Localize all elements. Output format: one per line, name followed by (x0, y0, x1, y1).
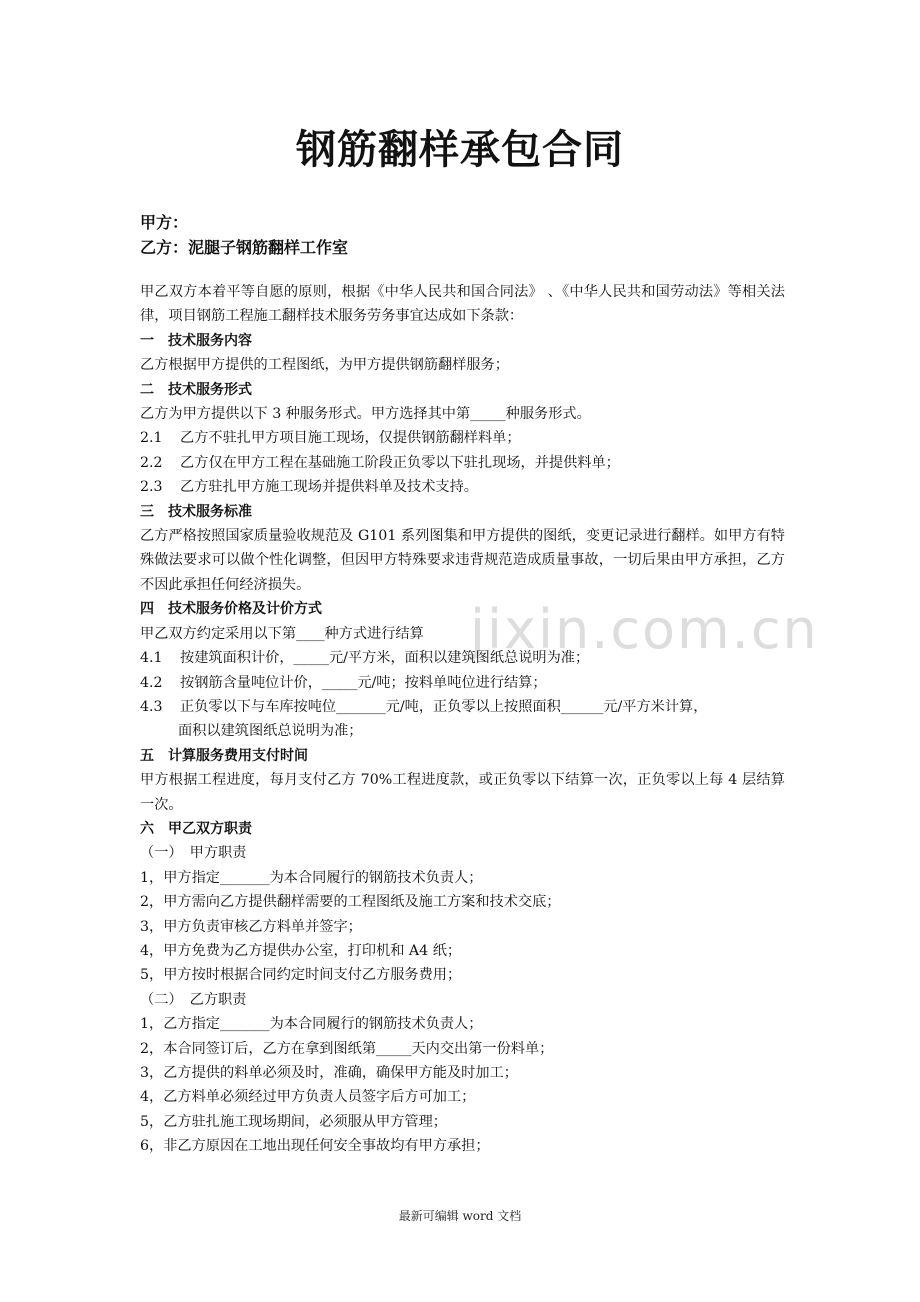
party-a: 甲方： (140, 213, 189, 232)
party-b-duties-heading: （二） 乙方职责 (140, 991, 247, 1008)
item-text: 正负零以下与车库按吨位_______元/吨，正负零以上按照面积______元/平方米计算， (180, 698, 708, 715)
duty-item: 2，本合同签订后，乙方在拿到图纸第_____天内交出第一份料单； (140, 1040, 554, 1057)
section-2-text: 乙方为甲方提供以下 3 种服务形式。甲方选择其中第_____种服务形式。 (140, 406, 591, 423)
duty-item: 6，非乙方原因在工地出现任何安全事故均有甲方承担； (140, 1138, 490, 1155)
section-4-text: 甲乙双方约定采用以下第____种方式进行结算 (140, 625, 424, 642)
duty-item: 2，甲方需向乙方提供翻样需要的工程图纸及施工方案和技术交底； (140, 894, 561, 911)
document-title: 钢筋翻样承包合同 (296, 127, 624, 173)
item-number: 4.1 (140, 650, 163, 667)
section-3-text: 乙方严格按照国家质量验收规范及 G101 系列图集和甲方提供的图纸，变更记录进行翻样。如甲方有特殊做法要求可以做个性化调整，但因甲方特殊要求违背规范造成质量事故，一切后果由甲方承担，乙方不因此承担任何经济损失。 (140, 528, 785, 593)
list-item (140, 451, 785, 475)
section-6-heading: 六 甲乙双方职责 (140, 820, 252, 837)
list-item (140, 671, 785, 695)
item-number: 2.2 (140, 454, 163, 471)
list-item-continuation: 面积以建筑图纸总说明为准； (178, 723, 363, 740)
duty-item: 4，乙方料单必须经过甲方负责人员签字后方可加工； (140, 1089, 476, 1106)
item-number: 2.1 (140, 430, 163, 447)
duty-item: 5，乙方驻扎施工现场期间，必须服从甲方管理； (140, 1113, 447, 1130)
item-number: 4.2 (140, 674, 163, 691)
item-text: 按建筑面积计价，_____元/平方米，面积以建筑图纸总说明为准； (180, 650, 590, 667)
duty-item: 5，甲方按时根据合同约定时间支付乙方服务费用； (140, 967, 462, 984)
list-item (140, 646, 785, 670)
section-4-heading: 四 技术服务价格及计价方式 (140, 601, 322, 618)
duty-item: 4，甲方免费为乙方提供办公室，打印机和 A4 纸； (140, 942, 462, 959)
section-5-heading: 五 计算服务费用支付时间 (140, 747, 308, 764)
section-2-heading: 二 技术服务形式 (140, 381, 252, 398)
item-text: 乙方不驻扎甲方项目施工现场，仅提供钢筋翻样料单； (180, 430, 521, 447)
party-a-duties-heading: （一） 甲方职责 (140, 845, 247, 862)
list-item (140, 426, 785, 450)
watermark: jixin.com.cn (470, 598, 819, 661)
contract-body (140, 280, 785, 1159)
section-1-text: 乙方根据甲方提供的工程图纸，为甲方提供钢筋翻样服务； (140, 357, 509, 374)
item-number: 4.3 (140, 698, 163, 715)
section-3-heading: 三 技术服务标准 (140, 503, 252, 520)
list-item (140, 475, 785, 499)
item-text: 按钢筋含量吨位计价，_____元/吨；按料单吨位进行结算； (180, 674, 547, 691)
item-number: 2.3 (140, 479, 163, 496)
section-5-text: 甲方根据工程进度，每月支付乙方 70%工程进度款，或正负零以下结算一次，正负零以上每 4 层结算一次。 (140, 772, 785, 813)
party-b: 乙方：泥腿子钢筋翻样工作室 (140, 238, 349, 257)
item-text: 乙方仅在甲方工程在基础施工阶段正负零以下驻扎现场，并提供料单； (180, 454, 620, 471)
intro-paragraph: 甲乙双方本着平等自愿的原则，根据《中华人民共和国合同法》 、《中华人民共和国劳动法》等相关法律，项目钢筋工程施工翻样技术服务劳务事宜达成如下条款： (140, 284, 785, 325)
duty-item: 3，甲方负责审核乙方料单并签字； (140, 918, 362, 935)
duty-item: 1，甲方指定_______为本合同履行的钢筋技术负责人； (140, 869, 483, 886)
list-item (140, 695, 785, 719)
section-1-heading: 一 技术服务内容 (140, 332, 252, 349)
item-text: 乙方驻扎甲方施工现场并提供料单及技术支持。 (180, 479, 478, 496)
duty-item: 3，乙方提供的料单必须及时，准确，确保甲方能及时加工； (140, 1065, 518, 1081)
duty-item: 1，乙方指定_______为本合同履行的钢筋技术负责人； (140, 1016, 483, 1033)
page-footer: 最新可编辑 word 文档 (398, 1209, 522, 1223)
